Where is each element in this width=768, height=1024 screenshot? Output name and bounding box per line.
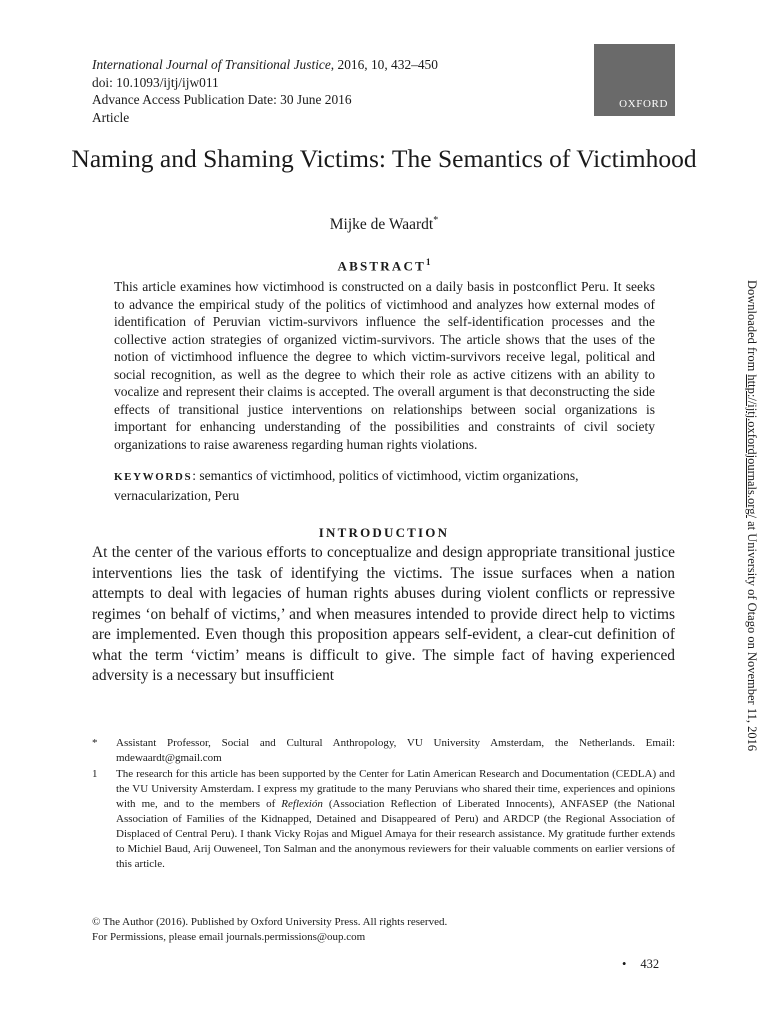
introduction-heading: INTRODUCTION xyxy=(318,525,450,540)
author-footnote-mark: * xyxy=(433,215,439,226)
journal-link[interactable]: http://ijtj.oxfordjournals.org/ xyxy=(745,374,759,518)
page-footer xyxy=(622,957,659,972)
introduction-text: At the center of the various efforts to conceptualize and design appropriate transitional justice interventions lies the task of identifying the victims. The issue surfaces when a nation attempts to deal with legacies of human rights abuses during violent conflicts or repressive regimes ‘on behalf of victims,’ and when measures intended to provide direct help to victims are implemented. Even though this proposition appears self-evident, a clear-cut definition of what the term ‘victim’ means is difficult to give. The simple fact of having experienced adversity is a necessary but insufficient xyxy=(92,544,675,684)
author-name: Mijke de Waardt xyxy=(329,216,434,234)
abstract-text: This article examines how victimhood is constructed on a daily basis in postconflict Peru. It seeks to advance the empirical study of the politics of victimhood and analyzes how external modes of identification of Peruvian victim-survivors influence the self-identification processes and the collective action strategies of organized victim-survivors. The article shows that the uses of the notion of victimhood influence the degree to which victim-survivors receive legal, political and social recognition, as well as the degree to which their role as active citizens with an ability to vocalize and represent their claims is accepted. The overall argument is that deconstructing the side effects of transitional justice interventions on relationships between social organizations is important for enhancing understanding of the possibilities and constraints of civil society organizations to raise awareness regarding human rights violations. xyxy=(114,279,655,452)
access-date-line: Advance Access Publication Date: 30 June 2016 xyxy=(92,92,352,107)
footnote-text xyxy=(116,767,675,872)
journal-name: International Journal of Transitional Justice xyxy=(92,57,331,72)
keywords-label: KEYWORDS xyxy=(114,471,193,483)
footnote-text-part: (Association Reflection of Liberated Innocents), ANFASEP (the National Association of Families of the Kidnapped, Detained and Disappeared of Peru) and ARDCP (the Regional Association of Displaced of Central Peru). I thank Vicky Rojas and Miguel Amaya for their research assistance. My gratitude further extends to Michiel Baud, Arij Ouweneel, Ton Salman and the anonymous reviewers for their valuable comments on earlier versions of this article. xyxy=(116,798,676,870)
download-prefix: Downloaded from xyxy=(745,280,759,375)
permissions-line: For Permissions, please email journals.permissions@oup.com xyxy=(92,931,366,943)
page-bullet: • xyxy=(622,957,627,971)
download-suffix: at University of Otago on November 11, 2016 xyxy=(745,517,759,752)
footnote-text: Assistant Professor, Social and Cultural Anthropology, VU University Amsterdam, the Netherlands. Email: mdewaardt@gmail.com xyxy=(116,737,675,764)
author-line xyxy=(60,215,708,234)
footnote xyxy=(92,736,675,766)
page-number: 432 xyxy=(640,957,660,971)
article-type: Article xyxy=(92,109,130,125)
abstract-footnote-mark: 1 xyxy=(425,257,431,267)
article-title: Naming and Shaming Victims: The Semantics of Victimhood xyxy=(71,144,697,173)
copyright-notice xyxy=(92,915,675,945)
download-sidebar xyxy=(735,280,763,750)
download-notice xyxy=(744,280,759,751)
oxford-logo xyxy=(594,44,675,116)
citation-details: , 2016, 10, 432–450 xyxy=(330,57,438,72)
doi-line: doi: 10.1093/ijtj/ijw011 xyxy=(92,74,219,90)
footnote-mark: 1 xyxy=(92,768,98,780)
abstract-heading-text: ABSTRACT xyxy=(337,258,426,274)
footnotes xyxy=(92,736,675,873)
footnote xyxy=(92,767,675,872)
oxford-logo-text: OXFORD xyxy=(619,98,668,110)
keywords xyxy=(114,467,655,504)
footnote-italic-term: Reflexión xyxy=(281,798,323,810)
copyright-line: © The Author (2016). Published by Oxford University Press. All rights reserved. xyxy=(92,916,448,928)
footnote-mark: * xyxy=(92,737,98,749)
article-header xyxy=(92,56,552,126)
keywords-text: : semantics of victimhood, politics of victimhood, victim organizations, vernacularization, Peru xyxy=(114,468,579,503)
abstract-heading xyxy=(60,257,708,274)
footnote-text-part: The research for this article has been supported by the Center for Latin American Research and Documentation (CEDLA) and the VU University Amsterdam. I express my gratitude to the many Peruvians who shared their time, experiences and opinions with me, and to the members of xyxy=(116,768,675,810)
citation-line xyxy=(92,56,552,74)
